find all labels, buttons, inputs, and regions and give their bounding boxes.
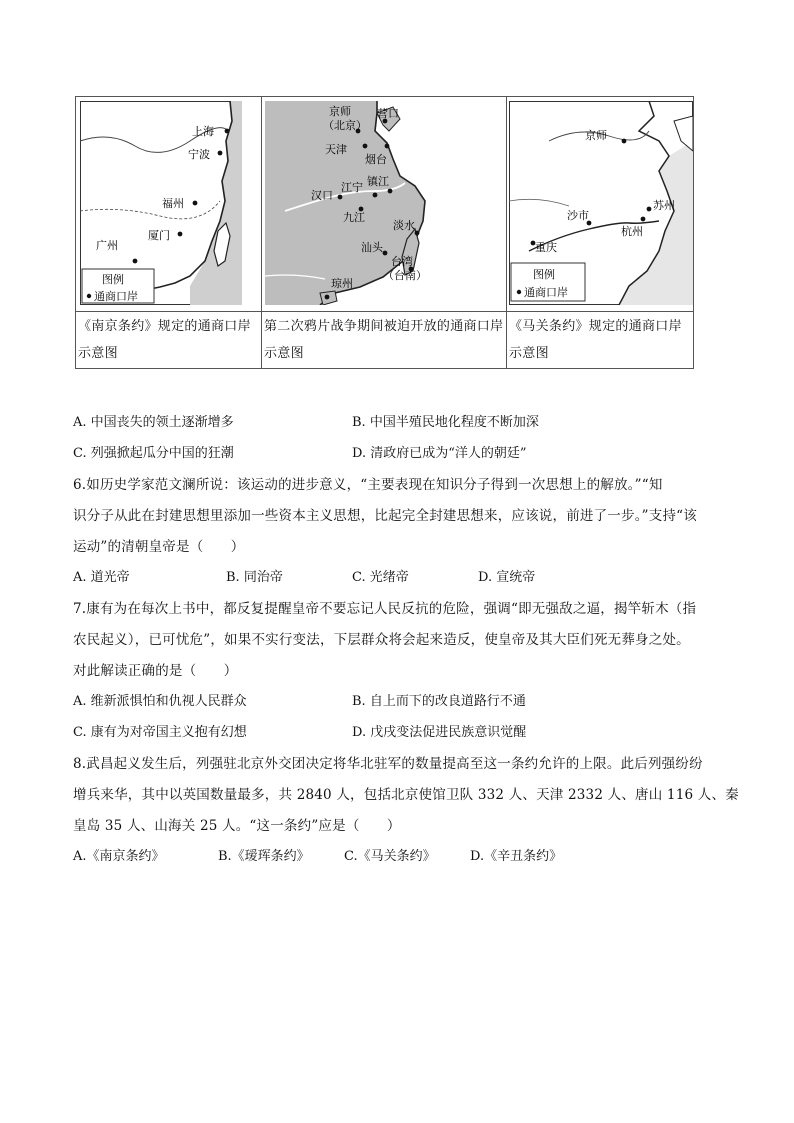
q6-option-c[interactable]: C. 光绪帝 xyxy=(352,570,409,585)
q7-option-c[interactable]: C. 康有为对帝国主义抱有幻想 xyxy=(73,725,247,740)
city-label-jingshi-3: 京师 xyxy=(585,129,607,142)
map-cell-nanjing xyxy=(76,97,262,368)
city-label-shanghai: 上海 xyxy=(192,125,214,138)
q6-stem-line-1: 6.如历史学家范文澜所说：该运动的进步意义，“主要表现在知识分子得到一次思想上的解放。”“知 xyxy=(73,477,663,493)
city-label-xiamen: 厦门 xyxy=(148,229,170,242)
city-label-danshui: 淡水 xyxy=(393,219,415,232)
city-label-yantai: 烟台 xyxy=(365,153,387,166)
city-label-jingshi: 京师 xyxy=(329,105,351,118)
city-label-guangzhou: 广州 xyxy=(96,239,118,252)
q5-option-c[interactable]: C. 列强掀起瓜分中国的狂潮 xyxy=(73,446,234,461)
city-label-taiwan: 台湾 xyxy=(391,255,413,268)
q8-stem-line-1: 8.武昌起义发生后，列强驻北京外交团决定将华北驻军的数量提高至这一条约允许的上限。此后列强纷纷 xyxy=(73,756,703,772)
city-label-suzhou: 苏州 xyxy=(653,199,675,212)
city-label-hangzhou: 杭州 xyxy=(621,225,643,238)
q7-option-b[interactable]: B. 自上而下的改良道路行不通 xyxy=(352,694,526,709)
legend-item: 通商口岸 xyxy=(94,290,138,303)
q6-option-a[interactable]: A. 道光帝 xyxy=(73,570,130,585)
city-label-tainan: （台南） xyxy=(383,269,427,282)
legend-item: 通商口岸 xyxy=(524,286,568,299)
q6-option-b[interactable]: B. 同治帝 xyxy=(226,570,283,585)
q5-option-a[interactable]: A. 中国丧失的领土逐渐增多 xyxy=(73,415,234,430)
q8-option-a[interactable]: A.《南京条约》 xyxy=(73,849,165,864)
city-label-hankou: 汉口 xyxy=(311,189,333,202)
city-label-tianjin: 天津 xyxy=(325,143,347,156)
q6-stem-line-2: 识分子从此在封建思想里添加一些资本主义思想，比起完全封建思想来，应该说，前进了一步。”支持“该 xyxy=(73,508,697,524)
q5-option-b[interactable]: B. 中国半殖民地化程度不断加深 xyxy=(352,415,539,430)
city-label-beijing: （北京） xyxy=(323,119,367,132)
q7-option-d[interactable]: D. 戊戌变法促进民族意识觉醒 xyxy=(352,725,527,740)
map-caption-second-opium-war: 第二次鸦片战争期间被迫开放的通商口岸示意图 xyxy=(264,319,504,361)
city-label-jiujiang: 九江 xyxy=(343,211,365,224)
q7-stem-line-1: 7.康有为在每次上书中，都反复提醒皇帝不要忘记人民反抗的危险，强调“即无强敌之逼，揭竿斩木（指 xyxy=(73,601,697,617)
city-label-fuzhou: 福州 xyxy=(162,197,184,210)
map-caption-nanjing: 《南京条约》规定的通商口岸示意图 xyxy=(78,319,251,361)
q5-option-d[interactable]: D. 清政府已成为“洋人的朝廷” xyxy=(352,446,527,461)
city-label-jiangning: 江宁 xyxy=(341,181,363,194)
legend-title: 图例 xyxy=(102,273,124,286)
q8-stem-line-2: 增兵来华，其中以英国数量最多，共 2840 人，包括北京使馆卫队 332 人、天津 2332 人、唐山 116 人、秦 xyxy=(73,787,739,803)
q7-stem-line-3: 对此解读正确的是（ ） xyxy=(73,663,238,679)
city-label-qiongzhou: 琼州 xyxy=(331,277,353,290)
legend-title: 图例 xyxy=(533,268,555,281)
q8-option-c[interactable]: C.《马关条约》 xyxy=(344,849,436,864)
city-label-shashi: 沙市 xyxy=(567,209,589,222)
map-caption-maguan: 《马关条约》规定的通商口岸示意图 xyxy=(509,319,682,361)
map-cell-maguan xyxy=(507,97,695,368)
nanjing-treaty-map xyxy=(80,101,242,305)
q8-stem-line-3: 皇岛 35 人、山海关 25 人。“这一条约”应是（ ） xyxy=(73,818,401,834)
city-label-zhenjiang: 镇江 xyxy=(367,175,389,188)
city-label-yingkou: 营口 xyxy=(377,107,399,120)
second-opium-war-map xyxy=(265,101,503,305)
maguan-treaty-map xyxy=(509,101,693,305)
map-table xyxy=(75,96,694,369)
q8-option-d[interactable]: D.《辛丑条约》 xyxy=(470,849,563,864)
city-label-ningbo: 宁波 xyxy=(188,148,210,161)
map-cell-second-opium-war xyxy=(262,97,507,368)
q8-option-b[interactable]: B.《瑷珲条约》 xyxy=(218,849,310,864)
q7-stem-line-2: 农民起义），已可忧危”，如果不实行变法，下层群众将会起来造反，使皇帝及其大臣们死无葬身之处。 xyxy=(73,632,690,648)
q6-option-d[interactable]: D. 宣统帝 xyxy=(478,570,536,585)
q6-stem-line-3: 运动”的清朝皇帝是（ ） xyxy=(73,539,245,555)
city-label-chongqing: 重庆 xyxy=(535,241,557,254)
city-label-shantou: 汕头 xyxy=(361,241,383,254)
q7-option-a[interactable]: A. 维新派惧怕和仇视人民群众 xyxy=(73,694,247,709)
